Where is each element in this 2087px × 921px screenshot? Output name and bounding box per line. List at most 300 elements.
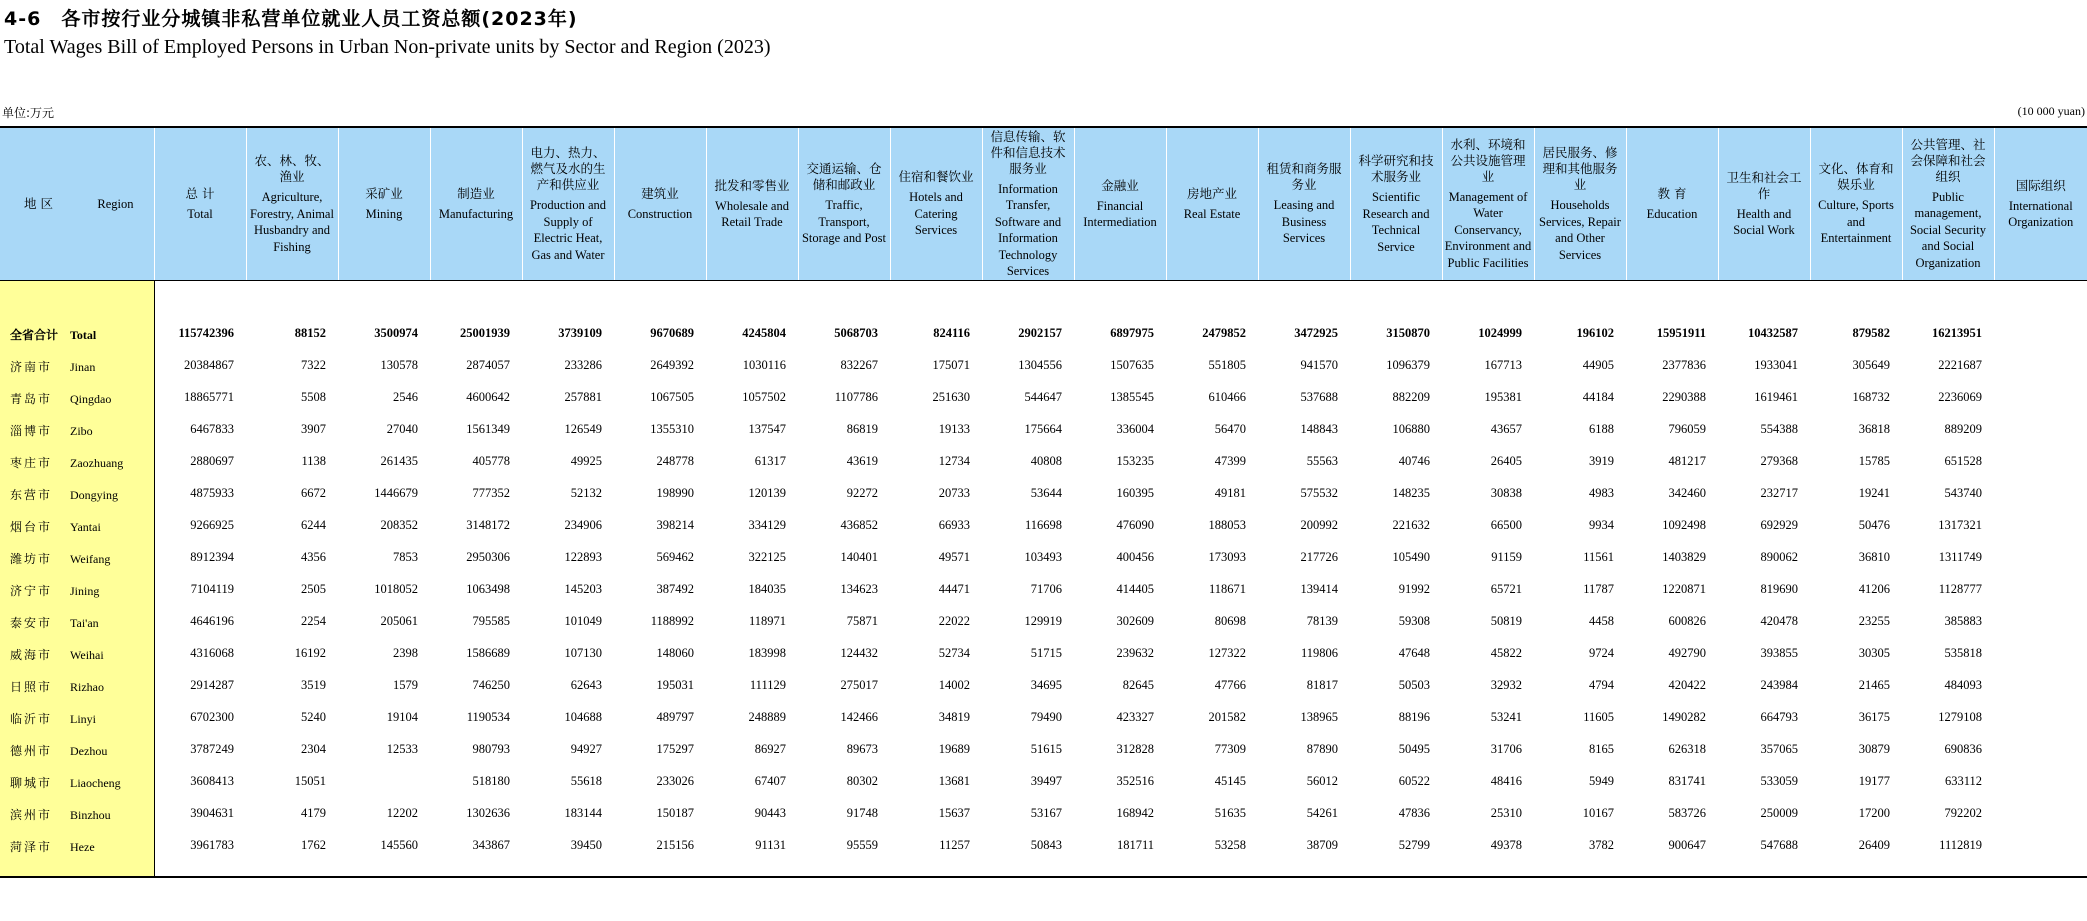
spacer-cell [1350,281,1442,318]
value-cell: 5240 [301,709,326,724]
header-row [0,127,2087,281]
region-cell [0,281,154,318]
value-cell: 148060 [656,645,694,660]
value-cell: 89673 [846,741,878,756]
value-cell: 543740 [1944,485,1982,500]
spacer-cell [1994,281,2087,318]
value-cell: 4600642 [466,389,510,404]
table-row [0,381,2087,413]
column-header-zh: 教 育 [1657,185,1687,201]
value-cell: 124432 [840,645,878,660]
region-name-en: Heze [70,839,95,854]
value-cell: 436852 [840,517,878,532]
value-cell: 111129 [749,677,786,692]
value-cell: 1561349 [466,421,510,436]
value-cell: 127322 [1208,645,1246,660]
value-cell: 130578 [380,357,418,372]
value-cell: 30838 [1490,485,1522,500]
value-cell: 312828 [1116,741,1154,756]
value-cell: 44905 [1582,357,1614,372]
region-name-zh: 东营市 [10,487,53,502]
value-cell: 56470 [1214,421,1246,436]
table-row [0,541,2087,573]
column-header [338,127,430,281]
table-row [0,669,2087,701]
value-cell: 476090 [1116,517,1154,532]
value-cell: 48416 [1490,773,1522,788]
value-cell: 103493 [1024,549,1062,564]
column-header [1810,127,1902,281]
value-cell: 248778 [656,453,694,468]
value-cell: 250009 [1760,805,1798,820]
value-cell [1994,477,2087,509]
value-cell: 3787249 [190,741,234,756]
value-cell: 342460 [1668,485,1706,500]
region-cell [0,445,154,477]
value-cell: 1030116 [742,357,786,372]
spacer-cell [1810,281,1902,318]
value-cell: 1304556 [1018,357,1062,372]
spacer-cell [706,281,798,318]
value-cell: 49571 [938,549,970,564]
value-cell: 9934 [1589,517,1614,532]
value-cell: 168732 [1852,389,1890,404]
value-cell: 1579 [393,677,418,692]
value-cell: 66500 [1490,517,1522,532]
value-cell: 14002 [938,677,970,692]
filler-cell [1718,861,1810,877]
value-cell: 232717 [1760,485,1798,500]
value-cell: 2546 [393,389,418,404]
value-cell: 357065 [1760,741,1798,756]
value-cell: 2254 [301,613,326,628]
value-cell: 2914287 [190,677,234,692]
value-cell: 120139 [748,485,786,500]
value-cell: 248889 [748,709,786,724]
column-header-en: Households Services, Repair and Other Services [1539,198,1621,262]
value-cell: 9724 [1589,645,1614,660]
value-cell [1994,701,2087,733]
value-cell: 168942 [1116,805,1154,820]
column-header [1442,127,1534,281]
value-cell: 67407 [754,773,786,788]
spacer-cell [890,281,982,318]
value-cell: 91992 [1398,581,1430,596]
value-cell: 1128777 [1938,581,1982,596]
column-header-en: Information Transfer, Software and Information Technology Services [994,181,1062,278]
value-cell: 692929 [1760,517,1798,532]
value-cell: 610466 [1208,389,1246,404]
value-cell: 66933 [938,517,970,532]
filler-cell [1074,861,1166,877]
value-cell: 305649 [1852,357,1890,372]
value-cell: 40746 [1398,453,1430,468]
value-cell: 4316068 [190,645,234,660]
filler-cell [522,861,614,877]
value-cell [1994,733,2087,765]
value-cell: 91748 [846,805,878,820]
column-header-en: Management of Water Conservancy, Environment and Public Facilities [1444,189,1532,270]
unit-label-en: (10 000 yuan) [2017,104,2085,118]
value-cell: 1063498 [466,581,510,596]
value-cell: 81817 [1306,677,1338,692]
filler-cell [154,861,246,877]
region-cell [0,477,154,509]
value-cell: 1112819 [1939,837,1982,852]
value-cell: 34695 [1030,677,1062,692]
value-cell: 492790 [1668,645,1706,660]
value-cell [1994,541,2087,573]
column-header [522,127,614,281]
value-cell: 118671 [1208,581,1246,596]
value-cell: 50503 [1398,677,1430,692]
value-cell: 414405 [1116,581,1154,596]
value-cell: 336004 [1116,421,1154,436]
value-cell: 175071 [932,357,970,372]
value-cell: 15637 [938,805,970,820]
value-cell: 116698 [1024,517,1062,532]
value-cell [1994,349,2087,381]
value-cell: 79490 [1030,709,1062,724]
value-cell: 2221687 [1938,357,1982,372]
region-name-zh: 济南市 [10,359,53,374]
value-cell: 106880 [1392,421,1430,436]
region-cell [0,765,154,797]
value-cell: 56012 [1306,773,1338,788]
region-name-zh: 德州市 [10,743,53,758]
value-cell: 12533 [386,741,418,756]
region-header-zh: 地 区 [24,196,53,211]
column-header-en: Real Estate [1183,206,1241,221]
value-cell: 3472925 [1294,325,1338,340]
value-cell: 302609 [1116,613,1154,628]
value-cell: 19133 [938,421,970,436]
value-cell: 38709 [1306,837,1338,852]
value-cell: 3907 [301,421,326,436]
table-row [0,733,2087,765]
value-cell: 279368 [1760,453,1798,468]
column-header [1902,127,1994,281]
region-name-zh: 枣庄市 [10,455,53,470]
value-cell: 26409 [1858,837,1890,852]
value-cell: 889209 [1944,421,1982,436]
value-cell [1994,829,2087,861]
filler-cell [1442,861,1534,877]
value-cell: 51615 [1030,741,1062,756]
value-cell: 1018052 [374,581,418,596]
value-cell: 600826 [1668,613,1706,628]
spacer-row [0,281,2087,318]
value-cell: 52799 [1398,837,1430,852]
filler-cell [798,861,890,877]
column-header-en: Wholesale and Retail Trade [715,198,789,229]
value-cell: 91131 [755,837,786,852]
value-cell: 160395 [1116,485,1154,500]
region-name-zh: 临沂市 [10,711,53,726]
value-cell: 583726 [1668,805,1706,820]
value-cell: 16192 [294,645,326,660]
value-cell: 208352 [380,517,418,532]
column-header-zh: 总 计 [185,185,215,201]
value-cell: 261435 [380,453,418,468]
region-cell [0,829,154,861]
value-cell: 181711 [1116,837,1154,852]
value-cell: 2304 [301,741,326,756]
value-cell: 2950306 [466,549,510,564]
value-cell: 122893 [564,549,602,564]
value-cell: 1619461 [1754,389,1798,404]
value-cell: 980793 [472,741,510,756]
value-cell: 398214 [656,517,694,532]
value-cell: 3919 [1589,453,1614,468]
region-name-zh: 青岛市 [10,391,53,406]
column-header [798,127,890,281]
region-name-en: Qingdao [70,391,112,406]
table-row [0,797,2087,829]
value-cell: 420422 [1668,677,1706,692]
value-cell: 40808 [1030,453,1062,468]
value-cell: 50495 [1398,741,1430,756]
value-cell: 53258 [1214,837,1246,852]
column-header-en: Scientific Research and Technical Service [1362,190,1430,254]
value-cell: 200992 [1300,517,1338,532]
column-header [154,127,246,281]
value-cell: 900647 [1668,837,1706,852]
value-cell: 551805 [1208,357,1246,372]
column-header-zh: 卫生和社会工作 [1726,169,1802,201]
value-cell: 6672 [301,485,326,500]
value-cell: 20733 [938,485,970,500]
region-name-en: Liaocheng [70,775,121,790]
value-cell: 53644 [1030,485,1062,500]
value-cell: 139414 [1300,581,1338,596]
value-cell: 6702300 [190,709,234,724]
region-cell [0,733,154,765]
value-cell: 80698 [1214,613,1246,628]
value-cell: 30879 [1858,741,1890,756]
value-cell [1994,509,2087,541]
value-cell: 196102 [1576,325,1614,340]
value-cell: 50843 [1030,837,1062,852]
region-name-en: Tai'an [70,615,99,630]
region-name-en: Weihai [70,647,104,662]
value-cell: 62643 [570,677,602,692]
filler-cell [982,861,1074,877]
value-cell: 2505 [301,581,326,596]
region-name-en: Weifang [70,551,111,566]
value-cell: 25310 [1490,805,1522,820]
spacer-cell [1166,281,1258,318]
value-cell: 15785 [1858,453,1890,468]
column-header-zh: 住宿和餐饮业 [898,169,974,185]
filler-row [0,861,2087,877]
value-cell: 87890 [1306,741,1338,756]
value-cell: 1057502 [742,389,786,404]
column-header-en: International Organization [2008,198,2074,229]
value-cell: 3608413 [190,773,234,788]
region-name-en: Dongying [70,487,118,502]
value-cell: 101049 [564,613,602,628]
filler-cell [614,861,706,877]
table-row [0,573,2087,605]
value-cell: 51715 [1030,645,1062,660]
value-cell: 233026 [656,773,694,788]
value-cell: 205061 [380,613,418,628]
value-cell: 882209 [1392,389,1430,404]
value-cell: 142466 [840,709,878,724]
value-cell: 53241 [1490,709,1522,724]
value-cell: 4875933 [190,485,234,500]
spacer-cell [614,281,706,318]
value-cell: 4794 [1589,677,1614,692]
value-cell: 1355310 [650,421,694,436]
value-cell: 19689 [938,741,970,756]
table-row [0,509,2087,541]
value-cell: 217726 [1300,549,1338,564]
value-cell: 405778 [472,453,510,468]
value-cell: 569462 [656,549,694,564]
column-header-en: Hotels and Catering Services [909,190,963,238]
filler-cell [246,861,338,877]
value-cell: 173093 [1208,549,1246,564]
column-header [890,127,982,281]
column-header-en: Manufacturing [438,206,514,221]
value-cell: 3961783 [190,837,234,852]
value-cell: 1107786 [834,389,878,404]
filler-cell [1534,861,1626,877]
value-cell: 47836 [1398,805,1430,820]
value-cell: 3519 [301,677,326,692]
column-header-zh: 制造业 [457,185,495,201]
value-cell: 13681 [938,773,970,788]
value-cell: 15951911 [1656,325,1706,340]
table-row [0,349,2087,381]
value-cell: 10432587 [1748,325,1798,340]
filler-cell [706,861,798,877]
filler-cell [1902,861,1994,877]
value-cell [1994,637,2087,669]
value-cell: 80302 [846,773,878,788]
value-cell: 879582 [1852,325,1890,340]
spacer-cell [1718,281,1810,318]
column-header-zh: 租赁和商务服务业 [1266,161,1342,193]
filler-cell [1258,861,1350,877]
value-cell: 78139 [1306,613,1338,628]
table-row [0,413,2087,445]
region-name-zh: 潍坊市 [10,551,53,566]
value-cell: 47648 [1398,645,1430,660]
value-cell: 1317321 [1938,517,1982,532]
region-name-en: Binzhou [70,807,111,822]
value-cell: 195381 [1484,389,1522,404]
value-cell: 118971 [748,613,786,628]
value-cell: 1586689 [466,645,510,660]
region-name-zh: 烟台市 [10,519,53,534]
value-cell: 150187 [656,805,694,820]
value-cell: 12734 [938,453,970,468]
value-cell: 575532 [1300,485,1338,500]
value-cell: 5949 [1589,773,1614,788]
value-cell: 1188992 [650,613,694,628]
unit-label-zh: 单位:万元 [2,106,55,120]
value-cell: 7322 [301,357,326,372]
spacer-cell [1626,281,1718,318]
value-cell: 6188 [1589,421,1614,436]
column-header-zh: 批发和零售业 [714,177,790,193]
value-cell: 17200 [1858,805,1890,820]
spacer-cell [1074,281,1166,318]
value-cell: 19104 [386,709,418,724]
value-cell: 145203 [564,581,602,596]
value-cell: 88196 [1398,709,1430,724]
column-header [1074,127,1166,281]
value-cell [1994,765,2087,797]
column-header-en: Education [1646,206,1698,221]
value-cell: 47399 [1214,453,1246,468]
column-header-zh: 金融业 [1101,177,1139,193]
value-cell: 6244 [301,517,326,532]
value-cell: 4646196 [190,613,234,628]
value-cell: 626318 [1668,741,1706,756]
value-cell: 55563 [1306,453,1338,468]
column-header-zh: 信息传输、软件和信息技术服务业 [990,128,1066,176]
region-cell [0,605,154,637]
filler-cell [1166,861,1258,877]
value-cell: 50819 [1490,613,1522,628]
value-cell: 59308 [1398,613,1430,628]
value-cell: 91159 [1491,549,1522,564]
value-cell: 183998 [748,645,786,660]
region-name-zh: 淄博市 [10,423,53,438]
column-header-en: Construction [627,206,693,221]
value-cell: 11257 [939,837,970,852]
total-row [0,317,2087,349]
column-header-zh: 水利、环境和公共设施管理业 [1450,136,1526,184]
value-cell: 27040 [386,421,418,436]
value-cell: 831741 [1668,773,1706,788]
spacer-cell [338,281,430,318]
value-cell: 8912394 [190,549,234,564]
value-cell: 3904631 [190,805,234,820]
value-cell: 3148172 [466,517,510,532]
column-header-en: Production and Supply of Electric Heat, Gas and Water [529,198,607,262]
value-cell: 39497 [1030,773,1062,788]
filler-cell [1810,861,1902,877]
value-cell: 651528 [1944,453,1982,468]
value-cell: 387492 [656,581,694,596]
value-cell: 2377836 [1662,357,1706,372]
region-name-en: Total [70,327,97,342]
spacer-cell [246,281,338,318]
table-row [0,829,2087,861]
column-header-zh: 农、林、牧、渔业 [254,153,330,184]
region-name-en: Jining [70,583,100,598]
value-cell: 2874057 [466,357,510,372]
value-cell: 4179 [301,805,326,820]
value-cell: 352516 [1116,773,1154,788]
value-cell: 1279108 [1938,709,1982,724]
column-header-zh: 居民服务、修理和其他服务业 [1542,145,1618,192]
value-cell: 9670689 [650,325,694,340]
column-header-en: Traffic, Transport, Storage and Post [801,198,887,246]
value-cell: 50476 [1858,517,1890,532]
region-name-en: Linyi [70,711,96,726]
column-header [1626,127,1718,281]
value-cell: 115742396 [178,325,234,340]
value-cell: 420478 [1760,613,1798,628]
region-cell [0,669,154,701]
region-cell [0,349,154,381]
